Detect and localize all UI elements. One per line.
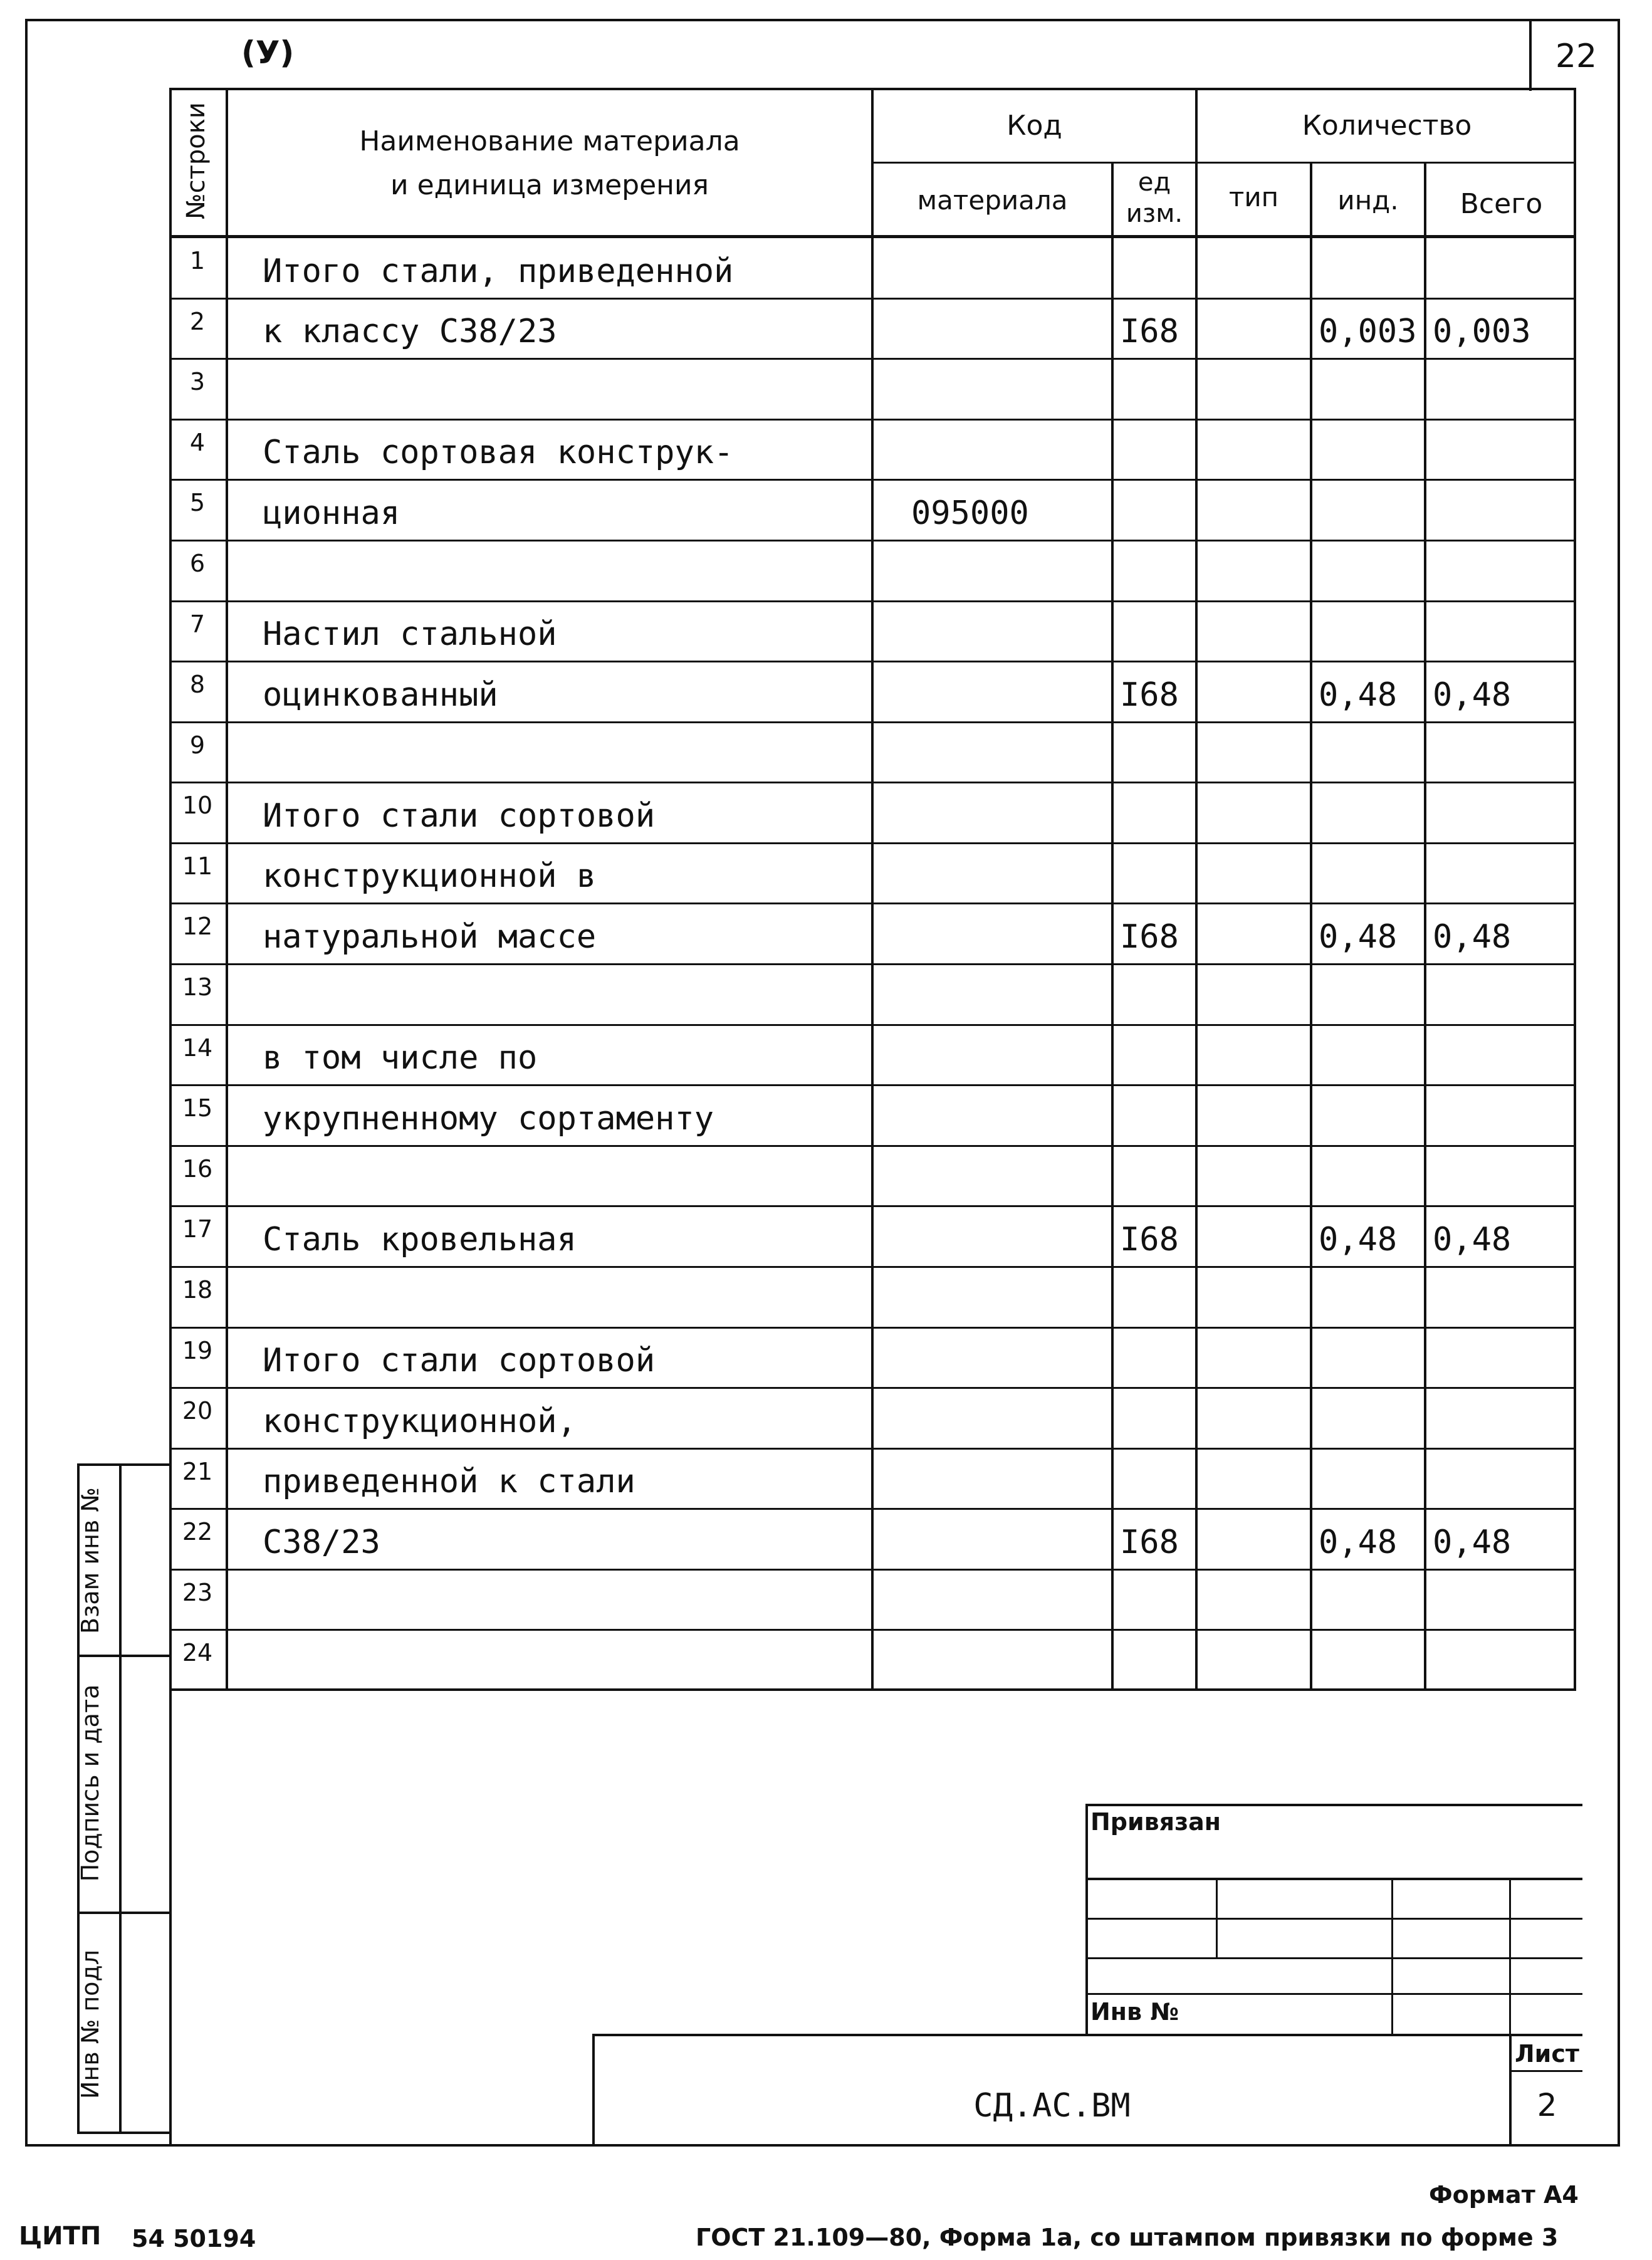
row-name: оцинкованный <box>263 676 498 714</box>
row-number: 1 <box>189 247 206 275</box>
stamp-line-4 <box>1085 1993 1582 1995</box>
row-total: 0,48 <box>1433 918 1512 956</box>
row-name: натуральной массе <box>263 918 597 956</box>
rownum-separator <box>169 963 226 965</box>
row-separator <box>226 1569 1576 1571</box>
side-stamp-sep2 <box>77 1912 169 1914</box>
row-number: 23 <box>182 1578 213 1606</box>
col-sep-material <box>1111 163 1114 1691</box>
main-stamp-sheet-line <box>1509 2070 1582 2072</box>
row-name: Настил стальной <box>263 615 557 654</box>
rownum-separator <box>169 1508 226 1510</box>
rownum-separator <box>169 1629 226 1631</box>
header-bottom <box>169 235 1576 238</box>
header-code: Код <box>1006 110 1062 142</box>
row-number: 12 <box>182 913 213 941</box>
row-name: ционная <box>263 494 400 532</box>
rownum-separator <box>169 1448 226 1450</box>
row-number: 8 <box>189 671 206 699</box>
col-sep-name <box>871 88 874 1691</box>
row-number: 17 <box>182 1215 213 1243</box>
row-name: к классу С38/23 <box>263 313 557 351</box>
row-number: 3 <box>189 368 206 396</box>
rownum-separator <box>169 1084 226 1086</box>
row-separator <box>226 1084 1576 1086</box>
side-label-vzam: Взам инв № <box>76 1487 104 1634</box>
row-separator <box>226 1327 1576 1329</box>
rownum-separator <box>169 540 226 541</box>
stamp-line-2 <box>1085 1918 1582 1920</box>
stamp-line-1 <box>1085 1878 1582 1880</box>
row-name: Сталь сортовая конструк- <box>263 434 734 472</box>
header-row-no: №строки <box>182 102 211 219</box>
row-total: 0,48 <box>1433 1220 1512 1258</box>
row-number: 14 <box>182 1033 213 1062</box>
row-name: укрупненному сортаменту <box>263 1099 714 1138</box>
rownum-separator <box>169 721 226 723</box>
header-name-line2: и единица измерения <box>390 169 709 201</box>
row-unit: I68 <box>1120 1523 1179 1561</box>
row-name: приведенной к стали <box>263 1463 635 1501</box>
row-number: 11 <box>182 852 213 880</box>
rownum-separator <box>169 782 226 783</box>
row-name: конструкционной, <box>263 1402 577 1440</box>
page-number: 22 <box>1555 38 1597 75</box>
side-stamp-divider <box>119 1463 122 2134</box>
rownum-separator <box>169 419 226 421</box>
corner-mark: (У) <box>241 34 295 71</box>
row-number: 19 <box>182 1336 213 1364</box>
col-sep-type <box>1310 163 1312 1691</box>
row-number: 7 <box>189 610 206 638</box>
stamp-col-3 <box>1509 1878 1511 2036</box>
row-separator <box>226 600 1576 602</box>
header-name-line1: Наименование материала <box>359 125 740 157</box>
row-separator <box>226 1508 1576 1510</box>
row-ind: 0,48 <box>1319 1523 1398 1561</box>
rownum-separator <box>169 358 226 360</box>
order-number: 54 50194 <box>132 2225 256 2252</box>
list-label: Лист <box>1515 2040 1579 2068</box>
row-ind: 0,48 <box>1319 676 1398 714</box>
row-separator <box>226 479 1576 481</box>
header-material: материала <box>917 185 1068 216</box>
row-total: 0,48 <box>1433 676 1512 714</box>
row-material-code: 095000 <box>911 494 1029 532</box>
gost-label: ГОСТ 21.109—80, Форма 1а, со штампом привязки по форме 3 <box>696 2224 1559 2251</box>
row-number: 6 <box>189 549 206 577</box>
col-sep-rownum <box>226 88 228 1691</box>
row-ind: 0,003 <box>1319 313 1417 351</box>
header-subdivider <box>871 162 1576 164</box>
format-label: Формат А4 <box>1429 2181 1579 2209</box>
rownum-separator <box>169 842 226 844</box>
rownum-separator <box>169 1327 226 1329</box>
rownum-separator <box>169 479 226 481</box>
page-number-box-left <box>1529 19 1532 91</box>
privyazan-label: Привязан <box>1090 1808 1221 1836</box>
row-total: 0,48 <box>1433 1523 1512 1561</box>
row-number: 4 <box>189 428 206 456</box>
row-number: 22 <box>182 1518 213 1546</box>
rownum-separator <box>169 1569 226 1571</box>
header-unit-line2: изм. <box>1126 199 1183 228</box>
row-name: Итого стали сортовой <box>263 1342 656 1380</box>
side-label-inv-podl: Инв № подл <box>76 1950 104 2100</box>
row-separator <box>226 842 1576 844</box>
org-label: ЦИТП <box>19 2222 102 2251</box>
inv-no-label: Инв № <box>1090 1998 1179 2026</box>
stamp-col-1 <box>1216 1878 1218 1957</box>
row-separator <box>226 902 1576 904</box>
row-name: конструкционной в <box>263 857 597 896</box>
header-unit-line1: ед <box>1137 168 1171 197</box>
row-ind: 0,48 <box>1319 918 1398 956</box>
row-number: 10 <box>182 792 213 820</box>
row-unit: I68 <box>1120 313 1179 351</box>
side-stamp-sep1 <box>77 1655 169 1657</box>
rownum-separator <box>169 600 226 602</box>
row-name: С38/23 <box>263 1523 380 1561</box>
row-number: 21 <box>182 1457 213 1485</box>
rownum-separator <box>169 1387 226 1389</box>
row-separator <box>226 963 1576 965</box>
row-separator <box>226 419 1576 421</box>
stamp-col-2 <box>1391 1878 1393 2036</box>
rownum-separator <box>169 1024 226 1026</box>
row-name: Сталь кровельная <box>263 1220 577 1258</box>
rownum-separator <box>169 661 226 662</box>
rownum-separator <box>169 902 226 904</box>
row-name: Итого стали сортовой <box>263 797 656 835</box>
row-separator <box>226 1145 1576 1147</box>
col-sep-ind <box>1424 163 1426 1691</box>
header-total: Всего <box>1460 188 1543 220</box>
row-separator <box>226 1205 1576 1207</box>
row-name: Итого стали, приведенной <box>263 252 734 290</box>
sheet-number: 2 <box>1537 2087 1557 2123</box>
row-separator <box>226 721 1576 723</box>
row-unit: I68 <box>1120 676 1179 714</box>
row-separator <box>226 1024 1576 1026</box>
row-number: 9 <box>189 731 206 759</box>
row-separator <box>226 661 1576 662</box>
row-number: 13 <box>182 973 213 1001</box>
row-separator <box>226 1629 1576 1631</box>
row-separator <box>226 1387 1576 1389</box>
row-number: 20 <box>182 1397 213 1425</box>
stamp-line-3 <box>1085 1957 1582 1959</box>
row-unit: I68 <box>1120 918 1179 956</box>
side-label-podpis: Подпись и дата <box>76 1684 104 1882</box>
header-type: тип <box>1228 182 1279 212</box>
header-quantity: Количество <box>1302 110 1472 142</box>
row-number: 18 <box>182 1275 213 1304</box>
document-code: СД.АС.ВМ <box>973 2087 1131 2125</box>
header-ind: инд. <box>1337 185 1399 216</box>
row-number: 5 <box>189 489 206 517</box>
row-separator <box>226 1448 1576 1450</box>
rownum-separator <box>169 1266 226 1268</box>
row-separator <box>226 782 1576 783</box>
row-number: 15 <box>182 1094 213 1122</box>
row-number: 24 <box>182 1639 213 1667</box>
row-unit: I68 <box>1120 1220 1179 1258</box>
row-name: в том числе по <box>263 1039 538 1077</box>
row-number: 16 <box>182 1154 213 1183</box>
row-separator <box>226 358 1576 360</box>
row-separator <box>226 298 1576 300</box>
col-sep-unit <box>1195 88 1198 1691</box>
row-separator <box>226 540 1576 541</box>
rownum-separator <box>169 1145 226 1147</box>
row-ind: 0,48 <box>1319 1220 1398 1258</box>
row-total: 0,003 <box>1433 313 1531 351</box>
rownum-separator <box>169 1205 226 1207</box>
row-number: 2 <box>189 307 206 335</box>
row-separator <box>226 1266 1576 1268</box>
rownum-separator <box>169 298 226 300</box>
